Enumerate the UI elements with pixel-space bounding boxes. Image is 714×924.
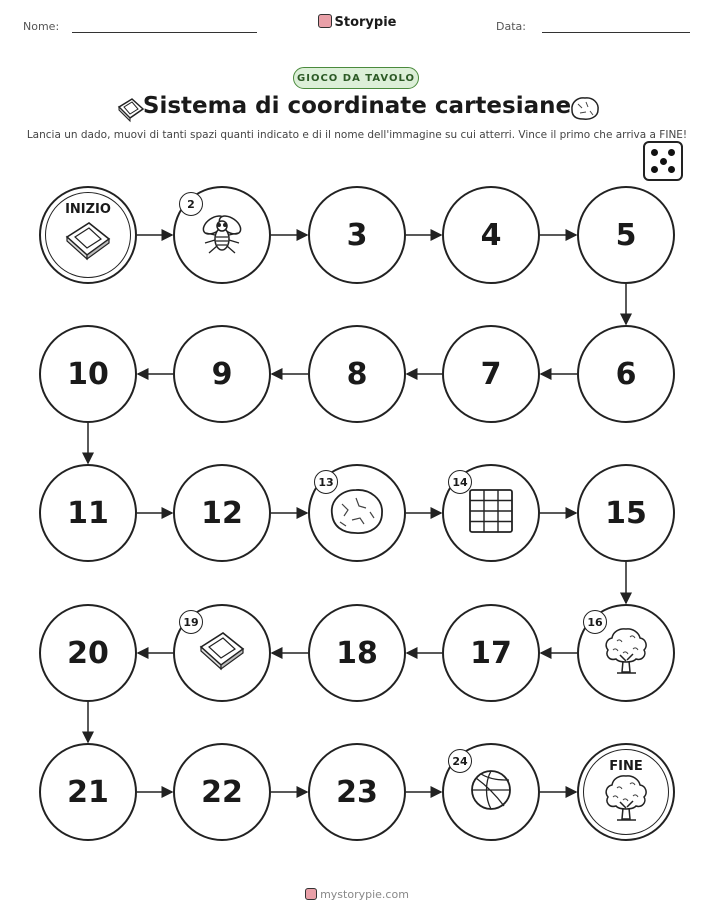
board-space-18 bbox=[308, 604, 406, 702]
space-number-badge: 14 bbox=[448, 470, 472, 494]
space-number: 10 bbox=[67, 356, 109, 392]
space-number: 22 bbox=[201, 774, 243, 810]
square-tile-icon bbox=[197, 629, 247, 677]
space-number: 17 bbox=[470, 635, 512, 671]
finish-label: FINE bbox=[609, 759, 643, 774]
storypie-icon bbox=[305, 888, 317, 900]
space-number: 4 bbox=[480, 217, 502, 253]
tree-icon bbox=[603, 772, 649, 828]
board-space-15 bbox=[577, 464, 675, 562]
board-space-6 bbox=[577, 325, 675, 423]
game-type-badge: GIOCO DA TAVOLO bbox=[293, 67, 419, 89]
board-space-3 bbox=[308, 186, 406, 284]
board-space-20 bbox=[39, 604, 137, 702]
space-number: 12 bbox=[201, 495, 243, 531]
start-label: INIZIO bbox=[65, 202, 111, 217]
space-number: 11 bbox=[67, 495, 109, 531]
space-number-badge: 24 bbox=[448, 749, 472, 773]
space-number: 9 bbox=[211, 356, 233, 392]
board-space-4 bbox=[442, 186, 540, 284]
fly-icon bbox=[194, 205, 250, 265]
tree-icon bbox=[603, 625, 649, 681]
ball-icon bbox=[467, 766, 515, 818]
board-space-12 bbox=[173, 464, 271, 562]
page-title: Sistema di coordinate cartesiane bbox=[142, 93, 572, 119]
space-number: 21 bbox=[67, 774, 109, 810]
space-number: 15 bbox=[605, 495, 647, 531]
space-number-badge: 16 bbox=[583, 610, 607, 634]
instructions-text: Lancia un dado, muovi di tanti spazi quanti indicato e di il nome dell'immagine su cui atterri. Vince il primo che arriva a FINE! bbox=[26, 129, 688, 141]
space-number-badge: 13 bbox=[314, 470, 338, 494]
board-space-5 bbox=[577, 186, 675, 284]
footer-text: mystorypie.com bbox=[320, 888, 409, 901]
space-number: 7 bbox=[480, 356, 502, 392]
board-space-22 bbox=[173, 743, 271, 841]
board-space-14 bbox=[442, 464, 540, 562]
space-number: 20 bbox=[67, 635, 109, 671]
board-space-13 bbox=[308, 464, 406, 562]
board-space-23 bbox=[308, 743, 406, 841]
name-label: Nome: bbox=[23, 20, 60, 33]
space-number: 5 bbox=[615, 217, 637, 253]
board-space-19 bbox=[173, 604, 271, 702]
board-space-11 bbox=[39, 464, 137, 562]
board-space-25 bbox=[577, 743, 675, 841]
space-number: 6 bbox=[615, 356, 637, 392]
board-space-24 bbox=[442, 743, 540, 841]
rock-icon bbox=[326, 484, 388, 542]
footer-url bbox=[0, 888, 714, 901]
square-tile-icon bbox=[63, 219, 113, 267]
grid-icon bbox=[467, 487, 515, 539]
board-space-17 bbox=[442, 604, 540, 702]
space-number: 8 bbox=[346, 356, 368, 392]
brand-name: Storypie bbox=[334, 15, 397, 30]
board-space-8 bbox=[308, 325, 406, 423]
board-space-1 bbox=[39, 186, 137, 284]
board-space-9 bbox=[173, 325, 271, 423]
space-number: 18 bbox=[336, 635, 378, 671]
board-space-2 bbox=[173, 186, 271, 284]
space-number: 3 bbox=[346, 217, 368, 253]
board-space-10 bbox=[39, 325, 137, 423]
date-label: Data: bbox=[496, 20, 526, 33]
board-space-16 bbox=[577, 604, 675, 702]
board-space-7 bbox=[442, 325, 540, 423]
space-number-badge: 2 bbox=[179, 192, 203, 216]
board-space-21 bbox=[39, 743, 137, 841]
space-number: 23 bbox=[336, 774, 378, 810]
space-number-badge: 19 bbox=[179, 610, 203, 634]
